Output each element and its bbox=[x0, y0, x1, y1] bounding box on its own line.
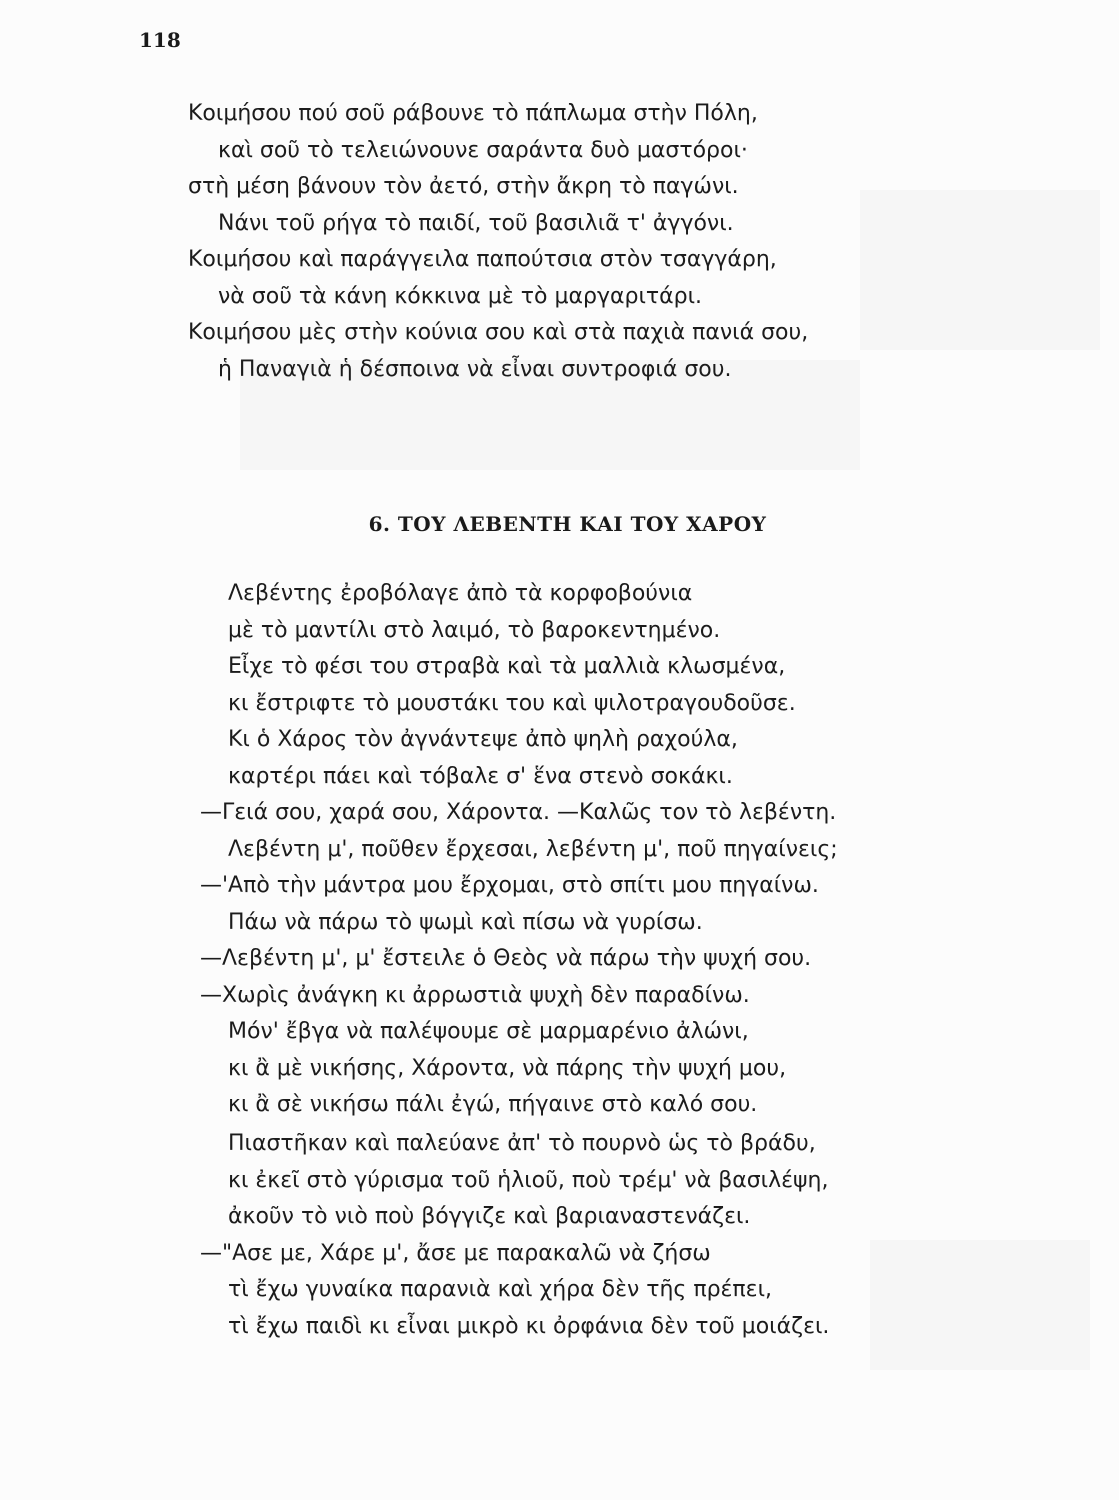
verse-line: μὲ τὸ μαντίλι στὸ λαιμό, τὸ βαροκεντημένο. bbox=[228, 617, 721, 643]
verse-line: Νάνι τοῦ ρήγα τὸ παιδί, τοῦ βασιλιᾶ τ' ἀγγόνι. bbox=[218, 210, 734, 236]
verse-line: καρτέρι πάει καὶ τόβαλε σ' ἕνα στενὸ σοκάκι. bbox=[228, 763, 733, 789]
verse-line: κι ἂ μὲ νικήσης, Χάροντα, νὰ πάρης τὴν ψυχή μου, bbox=[228, 1055, 787, 1081]
verse-line: ἡ Παναγιὰ ἡ δέσποινα νὰ εἶναι συντροφιά σου. bbox=[218, 356, 732, 382]
verse-line: Λεβέντη μ', ποῦθεν ἔρχεσαι, λεβέντη μ', ποῦ πηγαίνεις; bbox=[228, 836, 838, 862]
page-number: 118 bbox=[139, 28, 181, 52]
verse-line: —Γειά σου, χαρά σου, Χάροντα. —Καλῶς τον τὸ λεβέντη. bbox=[200, 800, 837, 825]
section-title: 6. ΤΟΥ ΛΕΒΕΝΤΗ ΚΑΙ ΤΟΥ ΧΑΡΟΥ bbox=[368, 512, 767, 536]
verse-line: —'Απὸ τὴν μάντρα μου ἔρχομαι, στὸ σπίτι μου πηγαίνω. bbox=[200, 873, 819, 898]
show-through-ghost-text bbox=[860, 190, 1100, 350]
verse-line: Κοιμήσου μὲς στὴν κούνια σου καὶ στὰ παχιὰ πανιά σου, bbox=[188, 320, 809, 345]
verse-line: Μόν' ἔβγα νὰ παλέψουμε σὲ μαρμαρένιο ἀλώνι, bbox=[228, 1019, 749, 1044]
verse-line: —"Ασε με, Χάρε μ', ἄσε με παρακαλῶ νὰ ζήσω bbox=[200, 1240, 711, 1266]
verse-line: Λεβέντης ἐροβόλαγε ἀπὸ τὰ κορφοβούνια bbox=[228, 581, 693, 606]
verse-line: Κοιμήσου πού σοῦ ράβουνε τὸ πάπλωμα στὴν Πόλη, bbox=[188, 101, 758, 126]
verse-line: Κοιμήσου καὶ παράγγειλα παπούτσια στὸν τσαγγάρη, bbox=[188, 247, 777, 272]
verse-line: κι ἂ σὲ νικήσω πάλι ἐγώ, πήγαινε στὸ καλό σου. bbox=[228, 1092, 758, 1117]
ballad-stanza-1 bbox=[200, 576, 838, 1124]
lullaby-stanza bbox=[188, 96, 808, 388]
verse-line: κι ἐκεῖ στὸ γύρισμα τοῦ ἡλιοῦ, ποὺ τρέμ' νὰ βασιλέψη, bbox=[228, 1167, 829, 1193]
verse-line: κι ἔστριφτε τὸ μουστάκι του καὶ ψιλοτραγουδοῦσε. bbox=[228, 690, 796, 716]
verse-line: Πιαστῆκαν καὶ παλεύανε ἀπ' τὸ πουρνὸ ὡς τὸ βράδυ, bbox=[228, 1131, 816, 1156]
show-through-ghost-text bbox=[870, 1240, 1090, 1370]
verse-line: καὶ σοῦ τὸ τελειώνουνε σαράντα δυὸ μαστόροι· bbox=[218, 137, 748, 163]
verse-line: Πάω νὰ πάρω τὸ ψωμὶ καὶ πίσω νὰ γυρίσω. bbox=[228, 909, 703, 935]
verse-line: τὶ ἔχω παιδὶ κι εἶναι μικρὸ κι ὀρφάνια δὲν τοῦ μοιάζει. bbox=[228, 1313, 830, 1339]
verse-line: στὴ μέση βάνουν τὸν ἀετό, στὴν ἄκρη τὸ παγώνι. bbox=[188, 174, 739, 199]
verse-line: τὶ ἔχω γυναίκα παρανιὰ καὶ χήρα δὲν τῆς πρέπει, bbox=[228, 1277, 773, 1302]
verse-line: νὰ σοῦ τὰ κάνη κόκκινα μὲ τὸ μαργαριτάρι. bbox=[218, 283, 703, 309]
ballad-stanza-2 bbox=[200, 1126, 829, 1345]
verse-line: —Χωρὶς ἀνάγκη κι ἀρρωστιὰ ψυχὴ δὲν παραδίνω. bbox=[200, 982, 750, 1008]
verse-line: —Λεβέντη μ', μ' ἔστειλε ὁ Θεὸς νὰ πάρω τὴν ψυχή σου. bbox=[200, 946, 812, 971]
verse-line: Εἶχε τὸ φέσι του στραβὰ καὶ τὰ μαλλιὰ κλωσμένα, bbox=[228, 654, 786, 679]
verse-line: Κι ὁ Χάρος τὸν ἀγνάντεψε ἀπὸ ψηλὴ ραχούλα, bbox=[228, 727, 738, 752]
verse-line: ἀκοῦν τὸ νιὸ ποὺ βόγγιζε καὶ βαριαναστενάζει. bbox=[228, 1204, 751, 1229]
